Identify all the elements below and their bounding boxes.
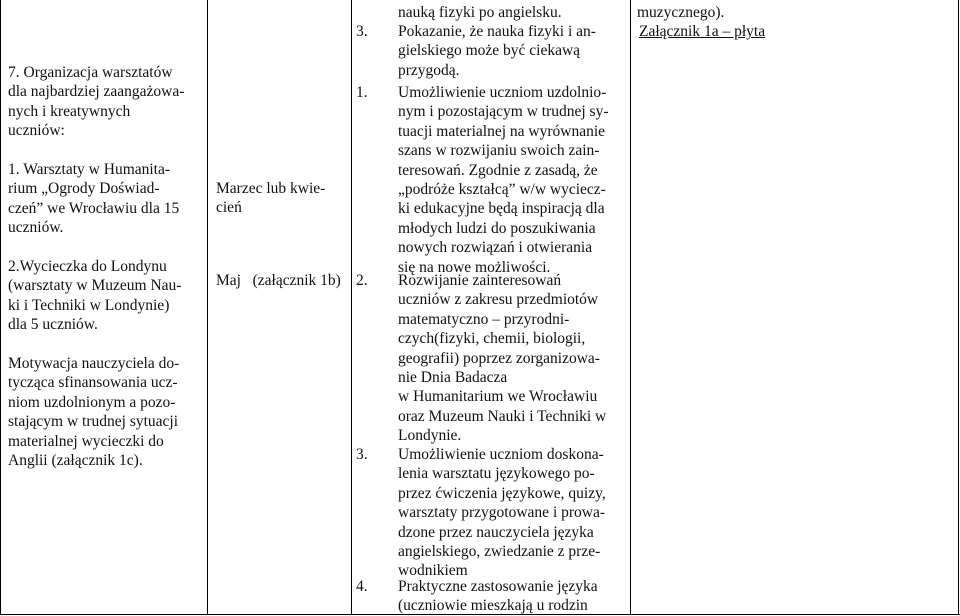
goal-number: 1. [356, 84, 368, 101]
divider-col2 [351, 0, 352, 615]
attachment-reference: Załącznik 1a – płyta [639, 23, 766, 41]
note-line: muzycznego). [637, 4, 725, 21]
divider-col3 [630, 0, 631, 615]
divider-col1 [207, 0, 208, 615]
column-notes [637, 3, 957, 42]
date-1: Marzec lub kwie- cień [216, 180, 326, 217]
column-activities [8, 63, 204, 470]
border-right [958, 0, 959, 615]
goal-number: 2. [356, 272, 368, 289]
goal-number: 3. [356, 446, 368, 463]
goal-number: 3. [356, 23, 368, 40]
goal-top-line: nauką fizyki po angielsku. [398, 4, 562, 21]
motivation-paragraph: Motywacja nauczyciela do- tycząca sfinansowania ucz- niom uzdolnionym a pozo- stającym w trudnej sytuacji materialnej wycieczki do Anglii (załącznik 1c). [8, 355, 180, 470]
date-2: Maj (załącznik 1b) [216, 272, 341, 289]
goal-number: 4. [356, 578, 368, 595]
activity-item-1: 1. Warsztaty w Humanita- rium „Ogrody Doświad- czeń” we Wrocławiu dla 15 uczniów. [8, 161, 180, 237]
activities-heading: 7. Organizacja warsztatów dla najbardziej zaangażowa- nych i kreatywnych uczniów: [8, 64, 185, 140]
border-left [0, 0, 1, 615]
activity-item-2: 2.Wycieczka do Londynu (warsztaty w Muzeum Nau- ki i Techniki w Londynie) dla 5 uczniów. [8, 258, 182, 334]
